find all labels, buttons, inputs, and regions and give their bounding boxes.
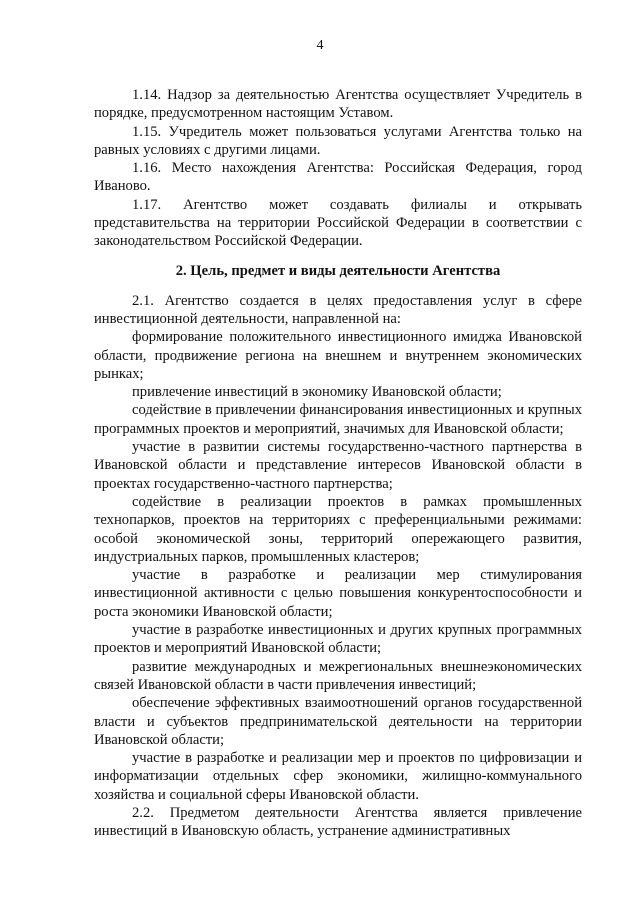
list-item: обеспечение эффективных взаимоотношений органов государственной власти и субъектов предпринимательской деятельности на территории Ивановской области;: [94, 695, 582, 748]
list-item: участие в разработке и реализации мер стимулирования инвестиционной активности с целью повышения конкурентоспособности и роста экономики Ивановской области;: [94, 567, 582, 620]
list-item: привлечение инвестиций в экономику Ивановской области;: [132, 384, 502, 401]
paragraph-1-14: 1.14. Надзор за деятельностью Агентства осуществляет Учредитель в порядке, предусмотренном настоящим Уставом.: [94, 87, 582, 122]
section-2-heading: 2. Цель, предмет и виды деятельности Агентства: [175, 262, 501, 279]
document-body: [94, 86, 582, 841]
paragraph-1-17: 1.17. Агентство может создавать филиалы и открывать представительства на территории Российской Федерации в соответствии с законодательством Российской Федерации.: [94, 196, 582, 250]
list-item: участие в развитии системы государственно-частного партнерства в Ивановской области и представление интересов Ивановской области в проектах государственно-частного партнерства;: [94, 439, 582, 492]
list-item: содействие в реализации проектов в рамках промышленных технопарков, проектов на территориях с преференциальными режимами: особой экономической зоны, территорий опережающего развития, индустриальных парков, промышленных кластеров;: [94, 493, 582, 565]
paragraph-2-1: 2.1. Агентство создается в целях предоставления услуг в сфере инвестиционной деятельности, направленной на:: [94, 292, 582, 327]
paragraph-2-2: 2.2. Предметом деятельности Агентства является привлечение инвестиций в Ивановскую область, устранение административных: [94, 804, 582, 840]
list-item: содействие в привлечении финансирования инвестиционных и крупных программных проектов и мероприятий, значимых для Ивановской области;: [94, 402, 582, 437]
list-item: участие в разработке инвестиционных и других крупных программных проектов и мероприятий Ивановской области;: [94, 622, 582, 657]
list-item: развитие международных и межрегиональных внешнеэкономических связей Ивановской области в части привлечения инвестиций;: [94, 658, 582, 693]
list-item: участие в разработке и реализации мер и проектов по цифровизации и информатизации отдельных сфер экономики, жилищно-коммунального хозяйства и социальной сферы Ивановской области.: [94, 750, 582, 803]
list-item: формирование положительного инвестиционного имиджа Ивановской области, продвижение региона на внешнем и внутреннем экономических рынках;: [94, 329, 582, 382]
paragraph-1-15: 1.15. Учредитель может пользоваться услугами Агентства только на равных условиях с другими лицами.: [94, 123, 582, 158]
page-number: 4: [316, 38, 324, 53]
paragraph-1-16: 1.16. Место нахождения Агентства: Российская Федерация, город Иваново.: [94, 160, 582, 195]
